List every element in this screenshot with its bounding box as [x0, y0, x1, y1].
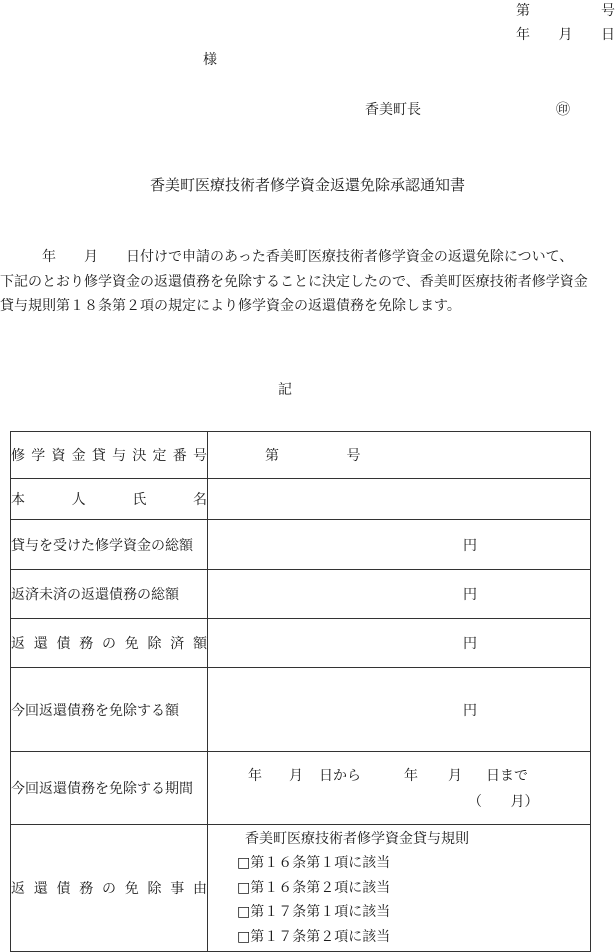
label-char: 決 [132, 448, 147, 464]
decision-number-prefix: 第 [265, 448, 279, 464]
value-exempt-period[interactable] [208, 752, 591, 825]
label-char: 額 [193, 636, 207, 652]
label-char: 人 [71, 492, 86, 508]
label-char: 修 [11, 448, 25, 464]
decision-number-suffix: 号 [346, 448, 361, 464]
value-total-loan[interactable] [208, 520, 591, 570]
value-exempt-amount[interactable] [208, 668, 591, 752]
period-from-day: 日から [319, 768, 361, 784]
period-from-year: 年 [248, 768, 262, 784]
label-char: 号 [192, 448, 207, 464]
addressee-suffix: 様 [203, 52, 217, 68]
table-row-exempt-period [11, 752, 591, 825]
label-char: 除 [147, 881, 162, 897]
period-to-year: 年 [404, 768, 418, 784]
label-name [11, 479, 208, 520]
label-char: 資 [51, 448, 66, 464]
label-char: 務 [79, 636, 94, 652]
issuer-line [365, 99, 570, 119]
document-date-line [516, 24, 615, 44]
label-char: の [102, 881, 116, 897]
yen-unit: 円 [463, 636, 477, 652]
period-months [208, 791, 590, 811]
label-char: 名 [192, 492, 207, 508]
document-number-line [516, 0, 615, 20]
period-to-day: 日まで [486, 768, 528, 784]
document-number-suffix: 号 [601, 3, 615, 19]
date-year-label: 年 [516, 27, 530, 43]
label-char: 由 [193, 881, 207, 897]
label-decision-number [11, 432, 208, 479]
label-char: 済 [170, 636, 185, 652]
label-unpaid-total: 返済未済の返還債務の総額 [11, 570, 208, 619]
value-unpaid-total[interactable] [208, 570, 591, 619]
table-row-decision-number [11, 432, 591, 479]
label-char: 貸 [91, 448, 106, 464]
body-line-3: 貸与規則第１８条第２項の規定により修学資金の返還債務を免除します。 [0, 298, 461, 314]
body-line-1: 年 月 日付けで申請のあった香美町医療技術者修学資金の返還免除について、 [0, 249, 574, 265]
period-range [208, 765, 590, 785]
value-decision-number[interactable] [208, 432, 591, 479]
value-name[interactable] [208, 479, 591, 520]
label-char: 番 [172, 448, 187, 464]
value-reason [208, 825, 591, 952]
label-char: 債 [56, 881, 71, 897]
date-month-label: 月 [558, 27, 573, 43]
label-char: 除 [147, 636, 162, 652]
label-reason [11, 825, 208, 952]
label-char: 金 [71, 448, 86, 464]
label-char: 事 [170, 881, 185, 897]
yen-unit: 円 [463, 587, 477, 603]
issuer-name: 香美町長 [365, 102, 421, 118]
reason-option-17-1[interactable]: □第１７条第１項に該当 [237, 904, 391, 921]
label-char: 本 [11, 492, 25, 508]
reason-option-16-2[interactable]: □第１６条第２項に該当 [237, 879, 391, 896]
label-char: 還 [33, 636, 48, 652]
reason-option-16-1[interactable]: □第１６条第１項に該当 [237, 855, 391, 872]
label-char: 氏 [132, 492, 147, 508]
value-exempted[interactable] [208, 619, 591, 668]
ki-heading: 記 [278, 382, 292, 398]
label-char: 返 [11, 636, 25, 652]
period-from-month: 月 [289, 768, 303, 784]
label-exempted [11, 619, 208, 668]
label-char: 免 [124, 636, 139, 652]
table-row-name [11, 479, 591, 520]
label-exempt-amount: 今回返還債務を免除する額 [11, 668, 208, 752]
period-months-open: （ [468, 794, 482, 810]
yen-unit: 円 [463, 537, 477, 554]
label-char: 定 [152, 448, 167, 464]
label-char: 還 [33, 881, 48, 897]
document-title: 香美町医療技術者修学資金返還免除承認通知書 [149, 176, 465, 194]
label-char: 与 [112, 448, 127, 464]
label-char: 返 [11, 881, 25, 897]
date-day-label: 日 [601, 27, 615, 43]
table-row-unpaid-total [11, 570, 591, 619]
label-char: 債 [56, 636, 71, 652]
yen-unit: 円 [463, 702, 477, 719]
label-char: 学 [31, 448, 46, 464]
label-exempt-period: 今回返還債務を免除する期間 [11, 752, 208, 825]
table-row-exempt-amount [11, 668, 591, 752]
seal-mark: ㊞ [556, 102, 570, 118]
label-char: 免 [124, 881, 139, 897]
body-paragraph [0, 245, 615, 319]
body-line-2: 下記のとおり修学資金の返還債務を免除することに決定したので、香美町医療技術者修学資金 [0, 273, 588, 290]
reason-option-17-2[interactable]: □第１７条第２項に該当 [237, 928, 391, 945]
period-to-month: 月 [448, 768, 462, 784]
table-row-exempted [11, 619, 591, 668]
reason-rule-name: 香美町医療技術者修学資金貸与規則 [245, 830, 469, 847]
table-row-total-loan [11, 520, 591, 570]
document-number-prefix: 第 [516, 3, 530, 19]
label-char: の [102, 636, 116, 652]
exemption-details-table [10, 431, 591, 952]
label-char: 務 [79, 881, 94, 897]
label-total-loan: 貸与を受けた修学資金の総額 [11, 520, 208, 570]
table-row-reason [11, 825, 591, 952]
period-months-close: 月） [510, 794, 539, 810]
